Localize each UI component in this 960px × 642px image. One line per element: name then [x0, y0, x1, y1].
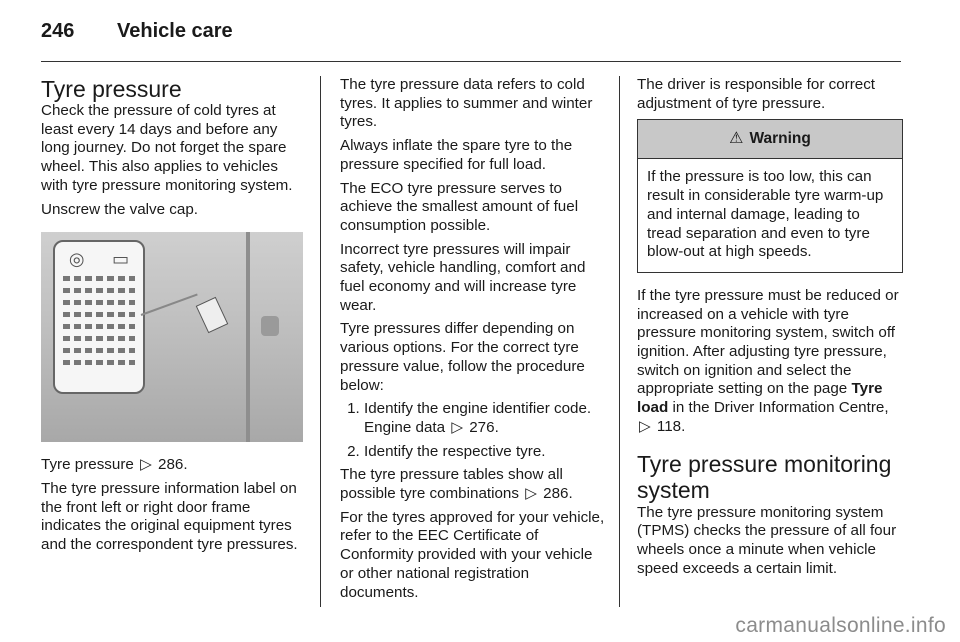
warning-body: If the pressure is too low, this can result in considerable tyre warm-up and internal damage, leading to tread separation and even to tyre blow-out at high speeds.	[647, 168, 884, 261]
page-reference[interactable]: 286.	[158, 456, 188, 474]
paragraph: Check the pressure of cold tyres at least every 14 days and before any long journey. Do not forget the spare wheel. This also applies to vehicles with tyre pressure monitoring system.	[41, 102, 293, 194]
cross-reference: Tyre pressure ▷ 286.	[41, 456, 188, 474]
paragraph: The driver is responsible for correct adjustment of tyre pressure.	[637, 76, 876, 112]
callout-line	[141, 294, 198, 316]
door-latch	[261, 316, 279, 336]
reference-arrow-icon: ▷	[451, 418, 463, 436]
tyre-icon: ◎	[68, 249, 85, 270]
column-2	[340, 76, 606, 607]
warning-icon: ⚠	[729, 130, 744, 148]
page-reference[interactable]: 286.	[543, 485, 573, 503]
tyre-label-photo	[41, 232, 303, 442]
heading-tyre-pressure: Tyre pressure	[41, 76, 182, 102]
menu-name-tyre-load: Tyre load	[637, 380, 883, 417]
paragraph: Unscrew the valve cap.	[41, 200, 199, 218]
section-title: Vehicle care	[117, 20, 233, 42]
paragraph: The tyre pressure tables show all possible tyre combinations ▷ 286.	[340, 466, 573, 503]
paragraph: Incorrect tyre pressures will impair safety, vehicle handling, comfort and fuel economy and will increase tyre wear.	[340, 240, 586, 314]
paragraph: The ECO tyre pressure serves to achieve the smallest amount of fuel consumption possible.	[340, 179, 579, 234]
warning-header	[638, 120, 902, 159]
column-divider-1	[320, 76, 321, 607]
page-number: 246	[41, 20, 75, 42]
paragraph: Tyre pressures differ depending on various options. For the correct tyre pressure value, follow the procedure below:	[340, 320, 585, 394]
heading-tpms: Tyre pressure monitoring system	[637, 450, 892, 503]
door-frame-sticker	[196, 297, 229, 333]
page-reference[interactable]: 118.	[656, 417, 686, 435]
reference-arrow-icon: ▷	[639, 417, 651, 435]
paragraph: The tyre pressure data refers to cold tyres. It applies to summer and winter tyres.	[340, 76, 593, 131]
paragraph: The tyre pressure information label on the front left or right door frame indicates the original equipment tyres and the correspondent tyre pressures.	[41, 479, 298, 554]
list-item: 2. Identify the respective tyre.	[364, 443, 606, 462]
reference-arrow-icon: ▷	[140, 456, 152, 474]
warning-title: Warning	[749, 130, 811, 148]
paragraph: If the tyre pressure must be reduced or increased on a vehicle with tyre pressure monitoring system, switch off ignition. After adjusting tyre pressure, switch on ignition and select the appropriate setting on the page Tyre load in the Driver Information Centre, ▷ 118.	[637, 286, 899, 435]
watermark: carmanualsonline.info	[735, 614, 946, 637]
paragraph: For the tyres approved for your vehicle, refer to the EEC Certificate of Conformity provided with your vehicle or other national registration documents.	[340, 508, 605, 601]
tyre-pressure-label-illustration	[53, 240, 145, 394]
door-frame-edge	[246, 232, 250, 442]
paragraph: Always inflate the spare tyre to the pressure specified for full load.	[340, 137, 573, 173]
manual-book-icon: ▭	[112, 249, 130, 270]
page-reference[interactable]: 276.	[469, 418, 499, 436]
warning-box	[637, 119, 903, 273]
column-divider-2	[619, 76, 620, 607]
reference-arrow-icon: ▷	[525, 485, 537, 503]
procedure-list	[340, 400, 606, 461]
page-header	[41, 20, 901, 48]
paragraph: The tyre pressure monitoring system (TPMS) checks the pressure of all four wheels once a minute when vehicle speed exceeds a certain limit.	[637, 503, 897, 577]
header-rule	[41, 61, 901, 62]
column-1	[41, 76, 306, 560]
list-item: 1. Identify the engine identifier code. Engine data ▷ 276.	[364, 400, 606, 437]
column-3	[637, 76, 903, 583]
